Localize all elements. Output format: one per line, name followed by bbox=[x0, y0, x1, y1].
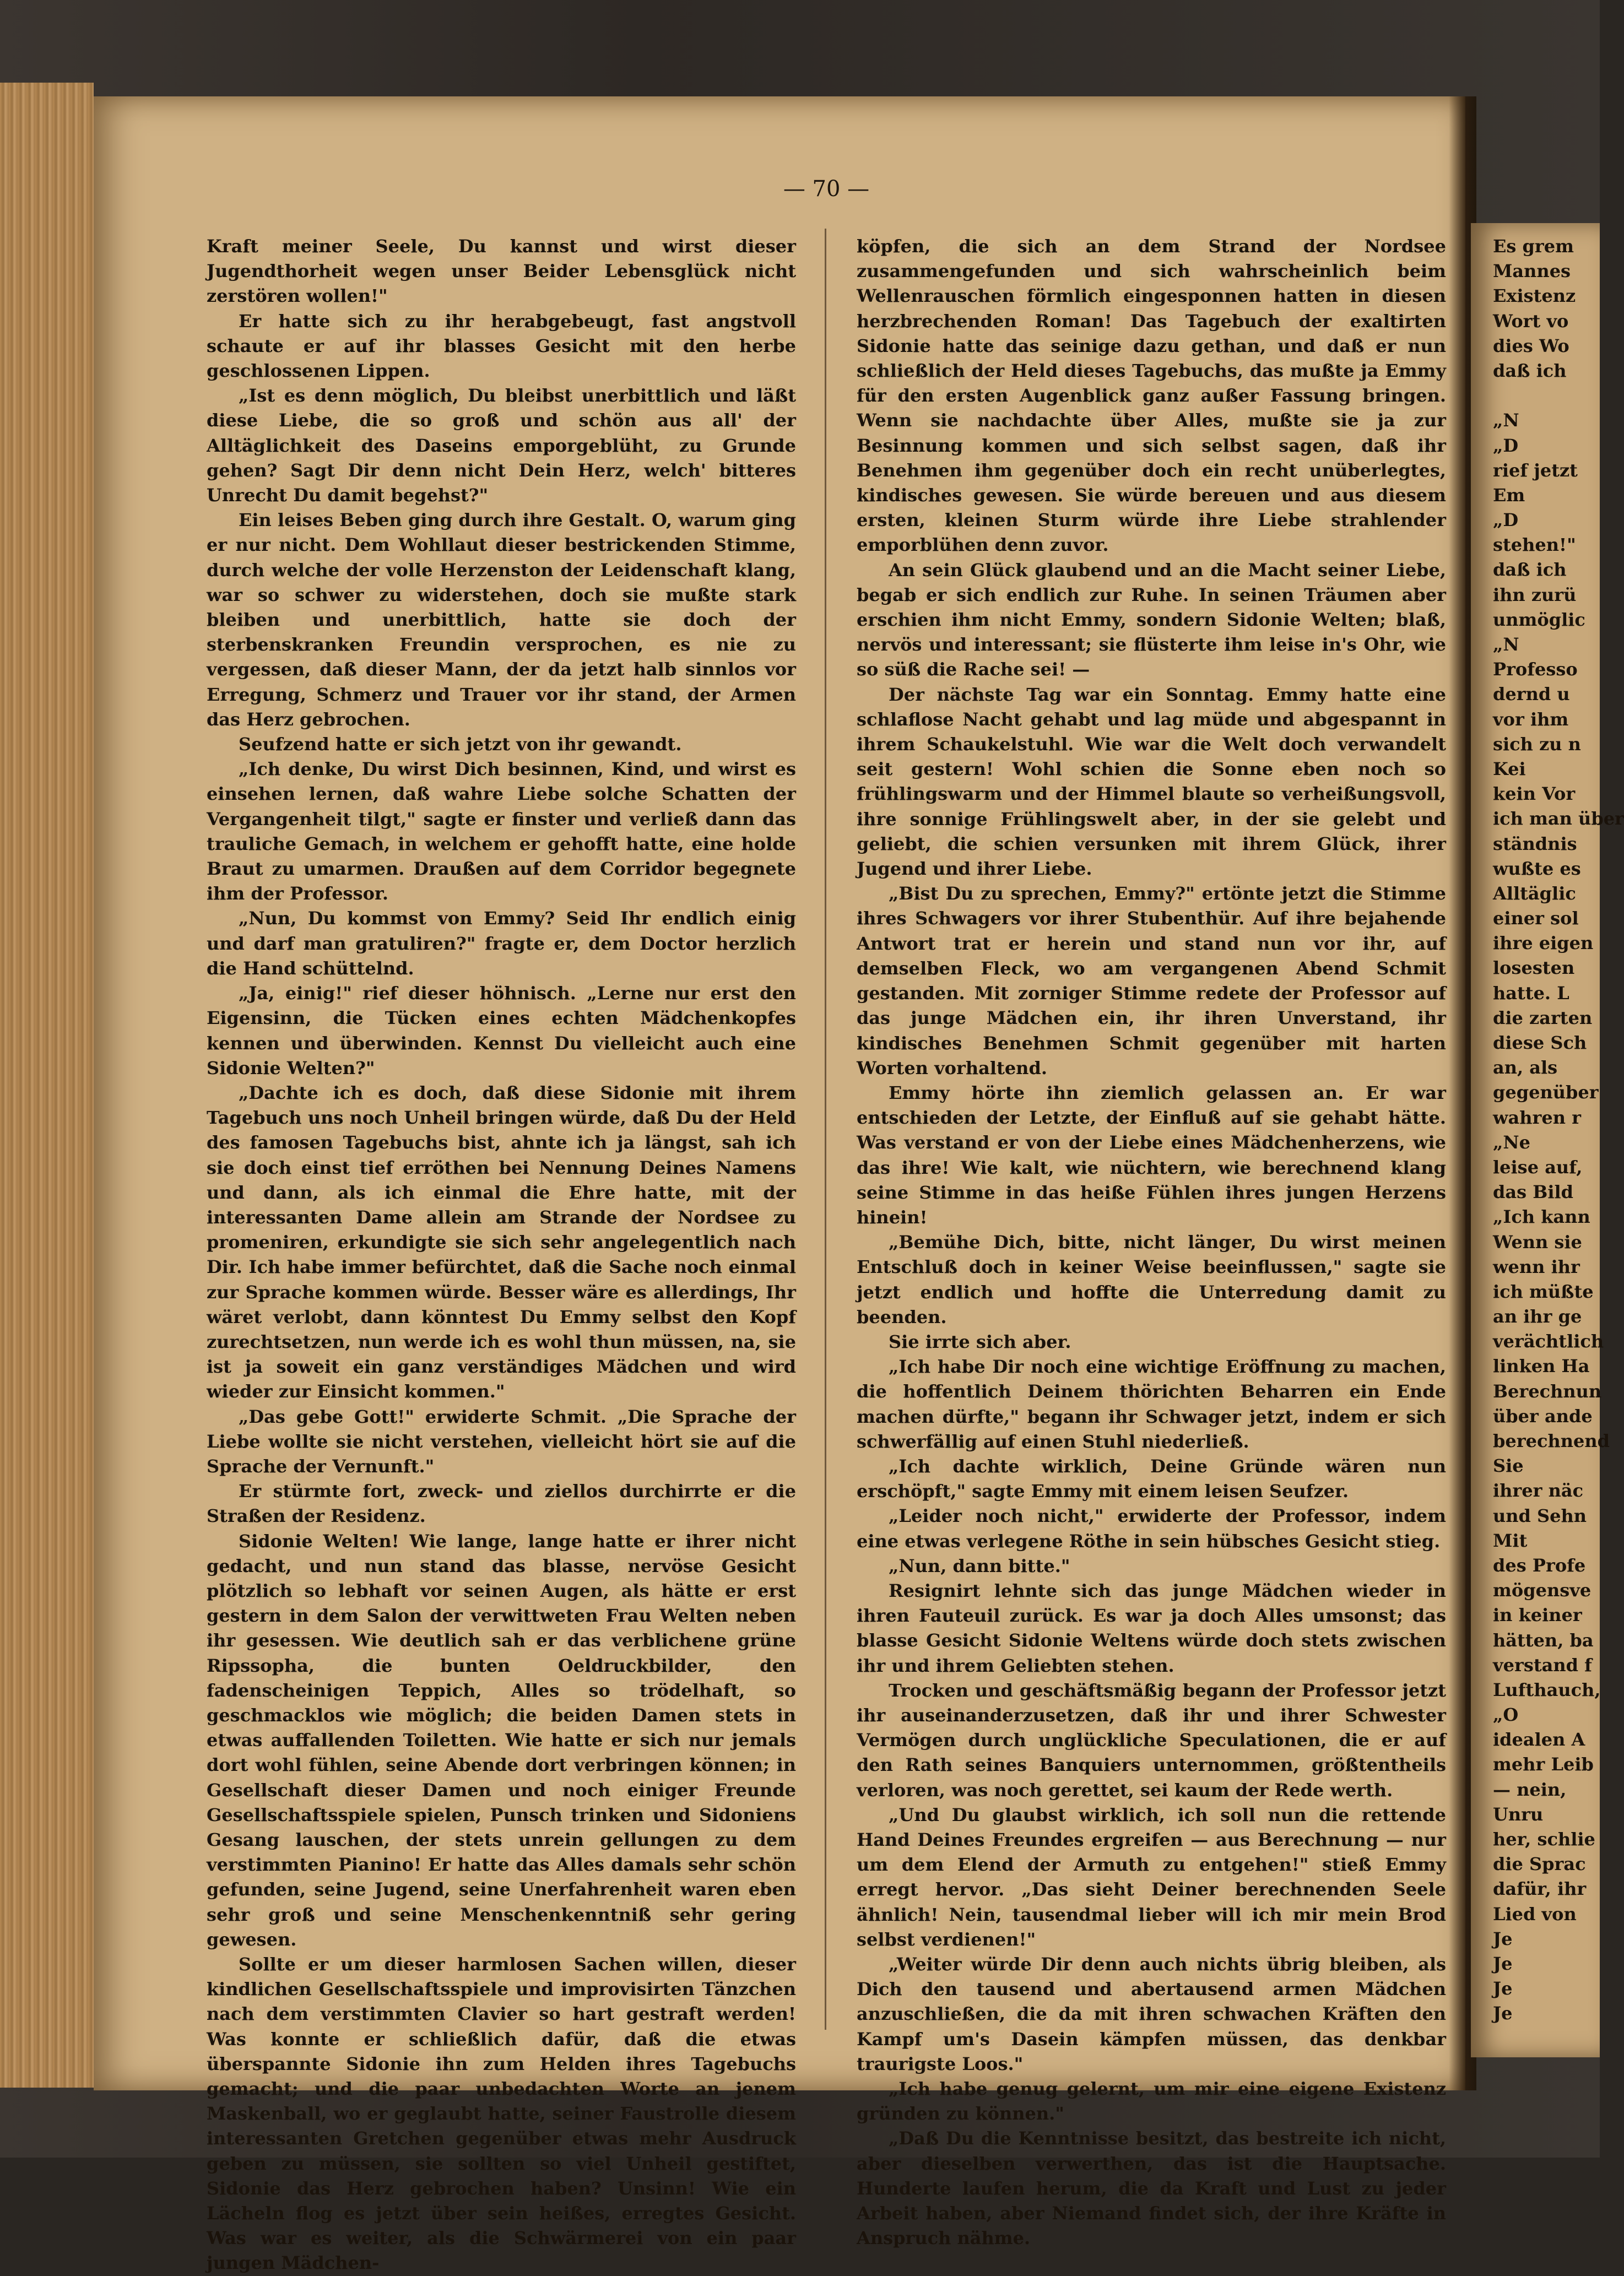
fragment-line: die zarten bbox=[1493, 1007, 1593, 1028]
paragraph: „Ja, einig!" rief dieser höhnisch. „Lerne nur erst den Eigensinn, die Tücken eines echten Mädchenkopfes kennen und überwinden. Kennst Du vielleicht auch eine Sidonie Welten?" bbox=[207, 983, 796, 1079]
fragment-line: „D bbox=[1493, 435, 1519, 456]
fragment-line: und Sehn bbox=[1493, 1505, 1587, 1526]
paragraph: „Ich dachte wirklich, Deine Gründe wären nun erschöpft," sagte Emmy mit einem leisen Seufzer. bbox=[857, 1455, 1446, 1502]
fragment-line: Berechnun bbox=[1493, 1380, 1602, 1402]
paragraph: „Dachte ich es doch, daß diese Sidonie mit ihrem Tagebuch uns noch Unheil bringen würde, daß Du der Held des famosen Tagebuchs bist, ahnte ich ja längst, sah ich sie doch einst tief erröthen bei Nennung Deines Namens und dann, als ich einmal die Ehre hatte, mit der interessanten Dame allein am Strande der Nordsee zu promeniren, erkundigte sie sich sehr angelegentlich nach Dir. Ich habe immer befürchtet, daß die Sache noch einmal zur Sprache kommen würde. Besser wäre es allerdings, Ihr wäret verlobt, dann könntest Du Emmy selbst den Kopf zurechtsetzen, nun werde ich es wohl thun müssen, na, sie ist ja soweit ein ganz verständiges Mädchen und wird wieder zur Einsicht kommen." bbox=[207, 1082, 796, 1402]
fragment-line: Mit bbox=[1493, 1530, 1528, 1551]
text-column-right bbox=[857, 234, 1446, 2249]
fragment-line: ihn zurü bbox=[1493, 584, 1577, 605]
fragment-line: idealen A bbox=[1493, 1729, 1585, 1751]
fragment-line: Mannes bbox=[1493, 261, 1571, 282]
fragment-line: gegenüber bbox=[1493, 1082, 1599, 1103]
paragraph: Sidonie Welten! Wie lange, lange hatte er ihrer nicht gedacht, und nun stand das blasse, nervöse Gesicht plötzlich so lebhaft vor seinen Augen, als hätte er erst gestern in dem Salon der verwittweten Frau Welten neben ihr gesessen. Wie deutlich sah er das verblichene grüne Ripssopha, die bunten Oeldruckbilder, den fadenscheinigen Teppich, Alles so trödelhaft, so geschmacklos wie möglich; die beiden Damen stets in etwas auffallenden Toiletten. Wie hatte er sich nur jemals dort wohl fühlen, seine Abende dort verbringen können; in Gesellschaft dieser Damen und noch einiger Freunde Gesellschaftsspiele spielen, Punsch trinken und Sidoniens Gesang lauschen, der stets unrein gellungen zu dem verstimmten Pianino! Er hatte das Alles damals sehr schön gefunden, seine Jugend, seine Unerfahrenheit waren eben sehr groß und seine Menschenkenntniß sehr gering gewesen. bbox=[207, 1530, 796, 1950]
paragraph: „Ich habe genug gelernt, um mir eine eigene Existenz gründen zu können." bbox=[857, 2078, 1446, 2125]
paragraph: „Ich habe Dir noch eine wichtige Eröffnung zu machen, die hoffentlich Deinem thörichten Beharren ein Ende machen dürfte," begann ihr Schwager jetzt, indem er sich schwerfällig auf einen Stuhl niederließ. bbox=[857, 1356, 1446, 1452]
fragment-line: leise auf, bbox=[1493, 1156, 1583, 1178]
fragment-line: „Ich kann bbox=[1493, 1206, 1590, 1228]
fragment-line: Es grem bbox=[1493, 236, 1574, 257]
fragment-line: kein Vor bbox=[1493, 783, 1576, 805]
fragment-line: „N bbox=[1493, 634, 1519, 655]
fragment-line: an, als bbox=[1493, 1057, 1558, 1079]
paragraph: „Ist es denn möglich, Du bleibst unerbittlich und läßt diese Liebe, die so groß und schön aus all' der Alltäglichkeit des Daseins emporgeblüht, zu Grunde gehen? Sagt Dir denn nicht Dein Herz, welch' bitteres Unrecht Du damit begehst?" bbox=[207, 385, 796, 506]
fragment-line: mögensve bbox=[1493, 1580, 1591, 1601]
fragment-line: Sie bbox=[1493, 1455, 1524, 1477]
fragment-line: Je bbox=[1493, 2003, 1513, 2024]
fragment-line: daß ich bbox=[1493, 559, 1567, 581]
fragment-line: dernd u bbox=[1493, 684, 1570, 705]
paragraph: Er stürmte fort, zweck- und ziellos durchirrte er die Straßen der Residenz. bbox=[207, 1481, 796, 1527]
paragraph: „Bist Du zu sprechen, Emmy?" ertönte jetzt die Stimme ihres Schwagers vor ihrer Stubenthür. Auf ihre bejahende Antwort trat er herein und stand nun vor ihr, auf demselben Fleck, wo am vergangenen Abend Schmit gestanden. Mit zorniger Stimme redete der Professor auf das junge Mädchen ein, ihr ihren Unverstand, ihr kindisches Benehmen Schmit gegenüber mit harten Worten vorhaltend. bbox=[857, 883, 1446, 1079]
fragment-line: „N bbox=[1493, 410, 1519, 431]
fragment-line: Em bbox=[1493, 484, 1525, 506]
fragment-line bbox=[1493, 383, 1603, 408]
fragment-line: Lied von bbox=[1493, 1903, 1577, 1925]
paragraph: An sein Glück glaubend und an die Macht seiner Liebe, begab er sich endlich zur Ruhe. In seinen Träumen aber erschien ihm nicht Emmy, sondern Sidonie Welten; blaß, nervös und interessant; sie flüsterte ihm leise in's Ohr, wie so süß die Rache sei! — bbox=[857, 559, 1446, 680]
fragment-line: über ande bbox=[1493, 1405, 1593, 1427]
paragraph: Kraft meiner Seele, Du kannst und wirst dieser Jugendthorheit wegen unser Beider Lebensglück nicht zerstören wollen!" bbox=[207, 236, 796, 307]
paragraph: „Daß Du die Kenntnisse besitzt, das bestreite ich nicht, aber dieselben verwerthen, das ist die Hauptsache. Hunderte laufen herum, die da Kraft und Lust zu jeder Arbeit haben, aber Niemand findet sich, der ihre Kräfte in Anspruch nähme. bbox=[857, 2128, 1446, 2249]
fragment-line: Existenz bbox=[1493, 285, 1576, 307]
fragment-line: sich zu n bbox=[1493, 733, 1581, 755]
paragraph: „Leider noch nicht," erwiderte der Professor, indem eine etwas verlegene Röthe in sein hübsches Gesicht stieg. bbox=[857, 1505, 1446, 1552]
paragraph: Der nächste Tag war ein Sonntag. Emmy hatte eine schlaflose Nacht gehabt und lag müde und abgespannt in ihrem Schaukelstuhl. Wie war die Welt doch verwandelt seit gestern! Wohl schien die Sonne eben noch so frühlingswarm und der Himmel blaute so verheißungsvoll, ihre sonnige Frühlingswelt aber, in der sie gelebt und geliebt, die schien versunken mit ihrem Glück, ihrer Jugend und ihrer Liebe. bbox=[857, 684, 1446, 880]
paragraph: Ein leises Beben ging durch ihre Gestalt. O, warum ging er nur nicht. Dem Wohllaut dieser bestrickenden Stimme, durch welche der volle Herzenston der Leidenschaft klang, war so schwer zu widerstehen, doch sie mußte stark bleiben und unerbittlich, hatte sie doch der sterbenskranken Freundin versprochen, es nie zu vergessen, daß dieser Mann, der da jetzt halb sinnlos vor Erregung, Schmerz und Trauer vor ihr stand, der Armen das Herz gebrochen. bbox=[207, 510, 796, 730]
fragment-line: in keiner bbox=[1493, 1605, 1582, 1626]
fragment-line: Je bbox=[1493, 1953, 1513, 1974]
fragment-line: „D bbox=[1493, 510, 1519, 531]
fragment-line: dafür, ihr bbox=[1493, 1878, 1587, 1900]
fragment-line: das Bild bbox=[1493, 1182, 1573, 1203]
page-number: — 70 — bbox=[783, 176, 870, 202]
fragment-line: stehen!" bbox=[1493, 534, 1576, 556]
fragment-line: hätten, ba bbox=[1493, 1629, 1594, 1651]
fragment-line: rief jetzt bbox=[1493, 459, 1578, 481]
paragraph: Er hatte sich zu ihr herabgebeugt, fast angstvoll schaute er auf ihr blasses Gesicht mit den herbe geschlossenen Lippen. bbox=[207, 310, 796, 382]
paragraph: Sie irrte sich aber. bbox=[889, 1331, 1071, 1352]
fragment-line: wenn ihr bbox=[1493, 1256, 1580, 1277]
paragraph: Seufzend hatte er sich jetzt von ihr gewandt. bbox=[239, 734, 682, 755]
fragment-line: Kei bbox=[1493, 758, 1526, 779]
fragment-line: an ihr ge bbox=[1493, 1306, 1582, 1327]
paragraph: „Das gebe Gott!" erwiderte Schmit. „Die Sprache der Liebe wollte sie nicht verstehen, vielleicht hört sie auf die Sprache der Vernunft." bbox=[207, 1406, 796, 1477]
paragraph: Trocken und geschäftsmäßig begann der Professor jetzt ihr auseinanderzusetzen, daß ihr und ihrer Schwester Vermögen durch unglückliche Speculationen, die er auf den Rath seines Banquiers unternommen, größtentheils verloren, was noch gerettet, sei kaum der Rede werth. bbox=[857, 1679, 1446, 1801]
fragment-line: „O bbox=[1493, 1704, 1519, 1726]
fragment-line: verächtlich bbox=[1493, 1331, 1604, 1352]
paragraph: „Und Du glaubst wirklich, ich soll nun die rettende Hand Deines Freundes ergreifen — aus Berechnung — nur um dem Elend der Armuth zu entgehen!" stieß Emmy erregt hervor. „Das sieht Deiner berechnenden Seele ähnlich! Nein, tausendmal lieber will ich mir mein Brod selbst verdienen!" bbox=[857, 1804, 1446, 1950]
paragraph: „Nun, Du kommst von Emmy? Seid Ihr endlich einig und darf man gratuliren?" fragte er, dem Doctor herzlich die Hand schüttelnd. bbox=[207, 908, 796, 979]
fragment-line: ich müßte bbox=[1493, 1281, 1594, 1302]
fragment-line: verstand f bbox=[1493, 1654, 1592, 1676]
fragment-line: her, schlie bbox=[1493, 1829, 1595, 1850]
fragment-line: Lufthauch, bbox=[1493, 1679, 1601, 1700]
fragment-line: Alltäglic bbox=[1493, 882, 1576, 904]
fragment-line: ich man über bbox=[1493, 808, 1624, 830]
paragraph: Emmy hörte ihn ziemlich gelassen an. Er war entschieden der Letzte, der Einfluß auf sie gehabt hätte. Was verstand er von der Liebe eines Mädchenherzens, wie das ihre! Wie kalt, wie nüchtern, wie berechnend klang seine Stimme in das heiße Fühlen ihres jungen Herzens hinein! bbox=[857, 1082, 1446, 1228]
right-page-text-fragment bbox=[1493, 234, 1624, 2026]
fragment-line: berechnend bbox=[1493, 1430, 1610, 1451]
fragment-line: ihre eigen bbox=[1493, 933, 1594, 954]
page-edges bbox=[0, 83, 94, 2088]
text-column-left bbox=[207, 234, 796, 2274]
paragraph: Resignirt lehnte sich das junge Mädchen wieder in ihren Fauteuil zurück. Es war ja doch Alles umsonst; das blasse Gesicht Sidonie Weltens würde doch stets zwischen ihr und ihrem Geliebten stehen. bbox=[857, 1580, 1446, 1676]
fragment-line: vor ihm bbox=[1493, 708, 1569, 730]
fragment-line: losesten bbox=[1493, 957, 1575, 979]
fragment-line: die Sprac bbox=[1493, 1854, 1586, 1875]
fragment-line: ihrer näc bbox=[1493, 1480, 1584, 1502]
fragment-line: hatte. L bbox=[1493, 982, 1569, 1004]
fragment-line: Je bbox=[1493, 1928, 1513, 1949]
fragment-line: diese Sch bbox=[1493, 1032, 1587, 1053]
fragment-line: daß ich bbox=[1493, 360, 1567, 381]
paragraph: „Nun, dann bitte." bbox=[889, 1555, 1070, 1576]
fragment-line: Wort vo bbox=[1493, 310, 1569, 332]
fragment-line: Unru bbox=[1493, 1803, 1544, 1825]
fragment-line: wahren r bbox=[1493, 1107, 1582, 1128]
fragment-line: des Profe bbox=[1493, 1554, 1586, 1576]
fragment-line: Professo bbox=[1493, 659, 1578, 680]
fragment-line: mehr Leib bbox=[1493, 1754, 1594, 1775]
paragraph: köpfen, die sich an dem Strand der Nordsee zusammengefunden und sich wahrscheinlich beim Wellenrauschen förmlich eingesponnen hatten in diesen herzbrechenden Roman! Das Tagebuch der exaltirten Sidonie hatte das seinige dazu gethan, und daß er nun schließlich der Held dieses Tagebuchs, das mußte ja Emmy für den ersten Augenblick ganz außer Fassung bringen. Wenn sie nachdachte über Alles, mußte sie ja zur Besinnung kommen und sich selbst sagen, daß ihr Benehmen ihm gegenüber doch ein recht unüberlegtes, kindisches gewesen. Sie würde bereuen und aus diesem ersten, kleinen Sturm würde ihre Liebe strahlender emporblühen denn zuvor. bbox=[857, 236, 1446, 556]
fragment-line: linken Ha bbox=[1493, 1356, 1590, 1377]
fragment-line: ständnis bbox=[1493, 833, 1577, 854]
fragment-line: „Ne bbox=[1493, 1131, 1531, 1153]
fragment-line: dies Wo bbox=[1493, 335, 1569, 356]
fragment-line: — nein, bbox=[1493, 1779, 1567, 1800]
fragment-line: wußte es bbox=[1493, 858, 1581, 879]
fragment-line: Wenn sie bbox=[1493, 1231, 1582, 1253]
fragment-line: Je bbox=[1493, 1978, 1513, 1999]
paragraph: „Ich denke, Du wirst Dich besinnen, Kind, und wirst es einsehen lernen, daß wahre Liebe solche Schatten der Vergangenheit tilgt," sagte er finster und verließ dann das trauliche Gemach, in welchem er gehofft hatte, eine holde Braut zu umarmen. Draußen auf dem Corridor begegnete ihm der Professor. bbox=[207, 758, 796, 904]
paragraph: Sollte er um dieser harmlosen Sachen willen, dieser kindlichen Gesellschaftsspiele und improvisirten Tänzchen nach dem verstimmten Clavier so hart gestraft werden! Was konnte er schließlich dafür, daß die etwas überspannte Sidonie ihn zum Helden ihres Tagebuchs gemacht; und die paar unbedachten Worte an jenem Maskenball, wo er geglaubt hatte, seiner Faustrolle diesem interessanten Gretchen gegenüber etwas mehr Ausdruck geben zu müssen, sie sollten so viel Unheil gestiftet, Sidonie das Herz gebrochen haben? Unsinn! Wie ein Lächeln flog es jetzt über sein heißes, erregtes Gesicht. Was war es weiter, als die Schwärmerei von ein paar jungen Mädchen- bbox=[207, 1954, 796, 2274]
fragment-line: unmöglic bbox=[1493, 609, 1585, 630]
column-rule bbox=[825, 229, 826, 2030]
paragraph: „Weiter würde Dir denn auch nichts übrig bleiben, als Dich den tausend und abertausend armen Mädchen anzuschließen, die da mit ihren schwachen Kräften den Kampf um's Dasein kämpfen müssen, das denkbar traurigste Loos." bbox=[857, 1954, 1446, 2074]
paragraph: „Bemühe Dich, bitte, nicht länger, Du wirst meinen Entschluß doch in keiner Weise beeinflussen," sagte sie jetzt endlich und hoffte die Unterredung damit zu beenden. bbox=[857, 1232, 1446, 1327]
fragment-line: einer sol bbox=[1493, 908, 1579, 929]
